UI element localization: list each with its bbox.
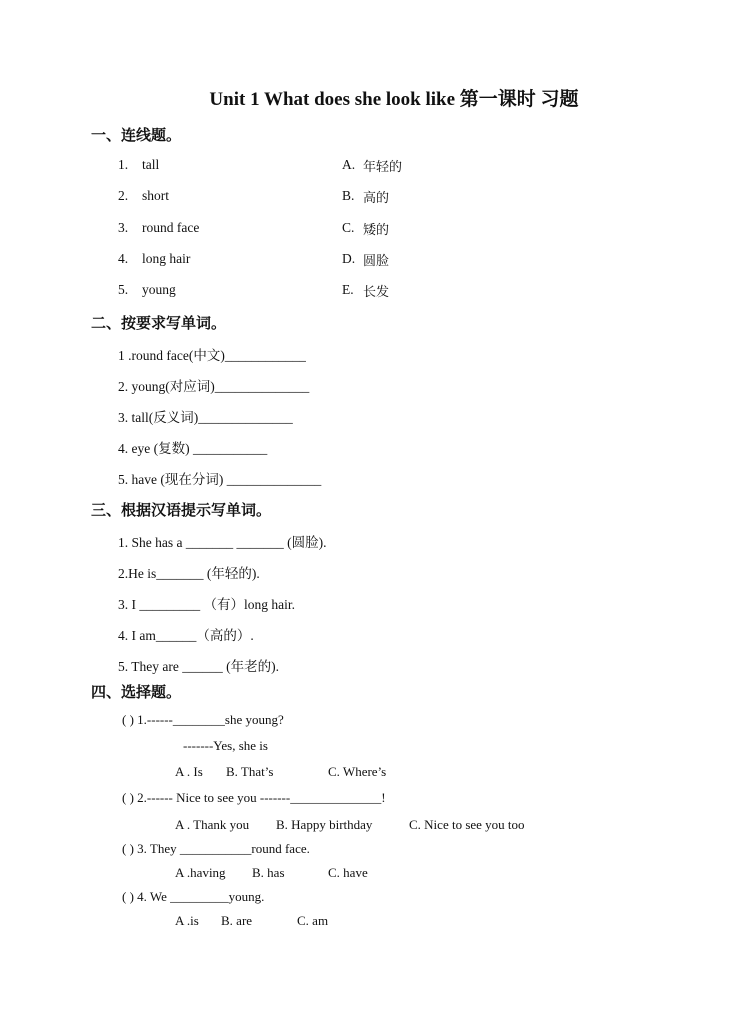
section-1-heading: 一、连线题。 (91, 126, 182, 144)
match-right-b: 高的 (363, 191, 390, 206)
match-right-e: 长发 (363, 285, 390, 300)
choice-3-option-c: C. have (328, 865, 368, 880)
match-right-a: 年轻的 (363, 160, 403, 175)
hint-item-2: 2.He is_______ (年轻的). (118, 566, 260, 581)
section-3-heading: 三、根据汉语提示写单词。 (91, 501, 272, 519)
match-left-3-num: 3. (118, 220, 129, 235)
choice-question-1: ( ) 1.------________she young? (122, 712, 284, 727)
choice-3-option-b: B. has (252, 865, 285, 880)
choice-1-option-c: C. Where’s (328, 764, 387, 779)
match-left-2: short (142, 188, 169, 203)
choice-question-4: ( ) 4. We _________young. (122, 889, 265, 904)
write-item-2: 2. young(对应词)______________ (118, 379, 310, 394)
page-title: Unit 1 What does she look like 第一课时 习题 (209, 89, 579, 110)
match-right-d: 圆脸 (363, 254, 390, 269)
hint-item-3: 3. I _________ （有）long hair. (118, 597, 295, 612)
match-right-c-letter: C. (342, 220, 355, 235)
write-item-4: 4. eye (复数) ___________ (118, 441, 268, 456)
match-right-c: 矮的 (363, 223, 390, 238)
section-4-heading: 四、选择题。 (91, 683, 182, 701)
choice-question-2: ( ) 2.------ Nice to see you -------______________! (122, 790, 386, 805)
choice-4-option-a: A .is (175, 913, 199, 928)
choice-1-option-b: B. That’s (226, 764, 274, 779)
match-left-4-num: 4. (118, 251, 129, 266)
match-left-5-num: 5. (118, 282, 129, 297)
choice-1-option-a: A . Is (175, 764, 203, 779)
match-right-e-letter: E. (342, 282, 354, 297)
match-left-1: tall (142, 157, 160, 172)
match-left-5: young (142, 282, 176, 297)
choice-4-option-c: C. am (297, 913, 329, 928)
choice-question-1-answer: -------Yes, she is (183, 738, 268, 753)
match-right-b-letter: B. (342, 188, 355, 203)
hint-item-5: 5. They are ______ (年老的). (118, 659, 279, 674)
choice-3-option-a: A .having (175, 865, 226, 880)
choice-2-option-b: B. Happy birthday (276, 817, 373, 832)
choice-4-option-b: B. are (221, 913, 253, 928)
write-item-1: 1 .round face(中文)____________ (118, 348, 306, 363)
match-left-2-num: 2. (118, 188, 129, 203)
write-item-5: 5. have (现在分词) ______________ (118, 472, 322, 487)
write-item-3: 3. tall(反义词)______________ (118, 410, 293, 425)
choice-question-3: ( ) 3. They ___________round face. (122, 841, 310, 856)
match-left-1-num: 1. (118, 157, 129, 172)
choice-2-option-a: A . Thank you (175, 817, 250, 832)
match-left-3: round face (142, 220, 200, 235)
section-2-heading: 二、按要求写单词。 (91, 314, 227, 332)
match-right-d-letter: D. (342, 251, 356, 266)
hint-item-4: 4. I am______（高的）. (118, 628, 254, 643)
choice-2-option-c: C. Nice to see you too (409, 817, 525, 832)
match-right-a-letter: A. (342, 157, 356, 172)
hint-item-1: 1. She has a _______ _______ (圆脸). (118, 535, 327, 550)
match-left-4: long hair (142, 251, 191, 266)
